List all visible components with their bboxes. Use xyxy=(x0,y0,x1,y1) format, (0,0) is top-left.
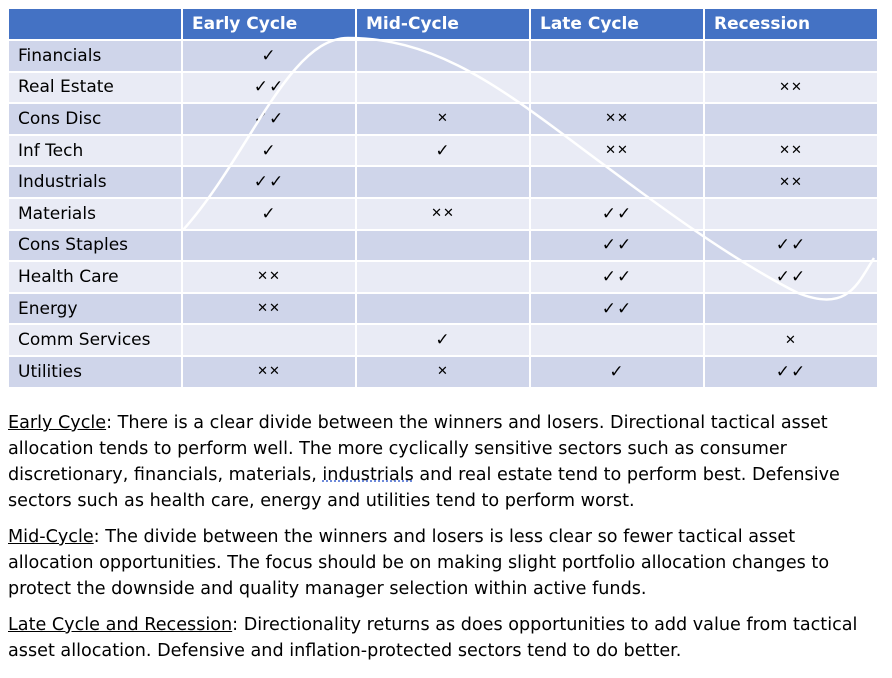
note-term: Early Cycle xyxy=(8,413,107,433)
empty-cell xyxy=(356,166,530,198)
cross-mark: ✕✕ xyxy=(182,261,356,293)
check-mark: ✓✓ xyxy=(530,293,704,325)
sector-label: Health Care xyxy=(8,261,182,293)
cross-mark: ✕ xyxy=(356,356,530,388)
sector-label: Utilities xyxy=(8,356,182,388)
note-term: Late Cycle and Recession xyxy=(8,615,233,635)
empty-cell xyxy=(704,40,878,72)
note-flagged-word: industrials xyxy=(322,465,414,485)
note-term: Mid-Cycle xyxy=(8,527,94,547)
empty-cell xyxy=(182,324,356,356)
column-header: Recession xyxy=(704,8,878,40)
empty-cell xyxy=(530,324,704,356)
check-mark: ✓ xyxy=(356,135,530,167)
note-separator: : xyxy=(93,527,106,547)
header-corner xyxy=(8,8,182,40)
empty-cell xyxy=(530,40,704,72)
check-mark: ✓ xyxy=(356,324,530,356)
note-text-continued: and real estate tend to perform best. Defensive sectors such as health care, energy and utilities tend to perform worst. xyxy=(8,465,840,511)
cross-mark: ✕✕ xyxy=(704,135,878,167)
check-mark: ✓✓ xyxy=(182,103,356,135)
cross-mark: ✕✕ xyxy=(356,198,530,230)
check-mark: ✓ xyxy=(530,356,704,388)
note-text: Directionality returns as does opportunities to add value from tactical asset allocation. Defensive and inflation-protected sectors tend to do better. xyxy=(8,615,858,661)
check-mark: ✓ xyxy=(182,40,356,72)
cross-mark: ✕ xyxy=(356,103,530,135)
sector-rotation-table xyxy=(8,8,878,387)
check-mark: ✓✓ xyxy=(182,72,356,104)
check-mark: ✓ xyxy=(182,198,356,230)
column-header: Late Cycle xyxy=(530,8,704,40)
note-paragraph xyxy=(8,410,884,514)
empty-cell xyxy=(356,230,530,262)
sector-label: Materials xyxy=(8,198,182,230)
sector-label: Comm Services xyxy=(8,324,182,356)
commentary-section xyxy=(8,410,884,674)
empty-cell xyxy=(356,293,530,325)
check-mark: ✓✓ xyxy=(704,356,878,388)
sector-label: Real Estate xyxy=(8,72,182,104)
sector-label: Financials xyxy=(8,40,182,72)
check-mark: ✓✓ xyxy=(530,261,704,293)
cross-mark: ✕✕ xyxy=(530,135,704,167)
sector-label: Inf Tech xyxy=(8,135,182,167)
cross-mark: ✕✕ xyxy=(704,72,878,104)
note-separator: : xyxy=(232,615,244,635)
check-mark: ✓✓ xyxy=(530,230,704,262)
cross-mark: ✕✕ xyxy=(182,293,356,325)
note-paragraph xyxy=(8,524,884,602)
cross-mark: ✕✕ xyxy=(704,166,878,198)
column-header: Early Cycle xyxy=(182,8,356,40)
empty-cell xyxy=(530,166,704,198)
sector-label: Cons Disc xyxy=(8,103,182,135)
empty-cell xyxy=(704,198,878,230)
empty-cell xyxy=(704,103,878,135)
note-separator: : xyxy=(106,413,118,433)
check-mark: ✓✓ xyxy=(530,198,704,230)
sector-label: Energy xyxy=(8,293,182,325)
empty-cell xyxy=(182,230,356,262)
check-mark: ✓ xyxy=(182,135,356,167)
check-mark: ✓✓ xyxy=(704,230,878,262)
empty-cell xyxy=(356,72,530,104)
empty-cell xyxy=(530,72,704,104)
note-paragraph xyxy=(8,612,884,664)
empty-cell xyxy=(356,40,530,72)
check-mark: ✓✓ xyxy=(182,166,356,198)
sector-label: Cons Staples xyxy=(8,230,182,262)
note-text: There is a clear divide between the winners and losers. Directional tactical asset allocation tends to perform well. The more cyclically sensitive sectors such as consumer discretionary, financials, materials, xyxy=(8,413,828,485)
cross-mark: ✕ xyxy=(704,324,878,356)
empty-cell xyxy=(704,293,878,325)
note-text: The divide between the winners and losers is less clear so fewer tactical asset allocation opportunities. The focus should be on making slight portfolio allocation changes to protect the downside and quality manager selection within active funds. xyxy=(8,527,830,599)
empty-cell xyxy=(356,261,530,293)
check-mark: ✓✓ xyxy=(704,261,878,293)
cross-mark: ✕✕ xyxy=(182,356,356,388)
sector-label: Industrials xyxy=(8,166,182,198)
cross-mark: ✕✕ xyxy=(530,103,704,135)
column-header: Mid-Cycle xyxy=(356,8,530,40)
